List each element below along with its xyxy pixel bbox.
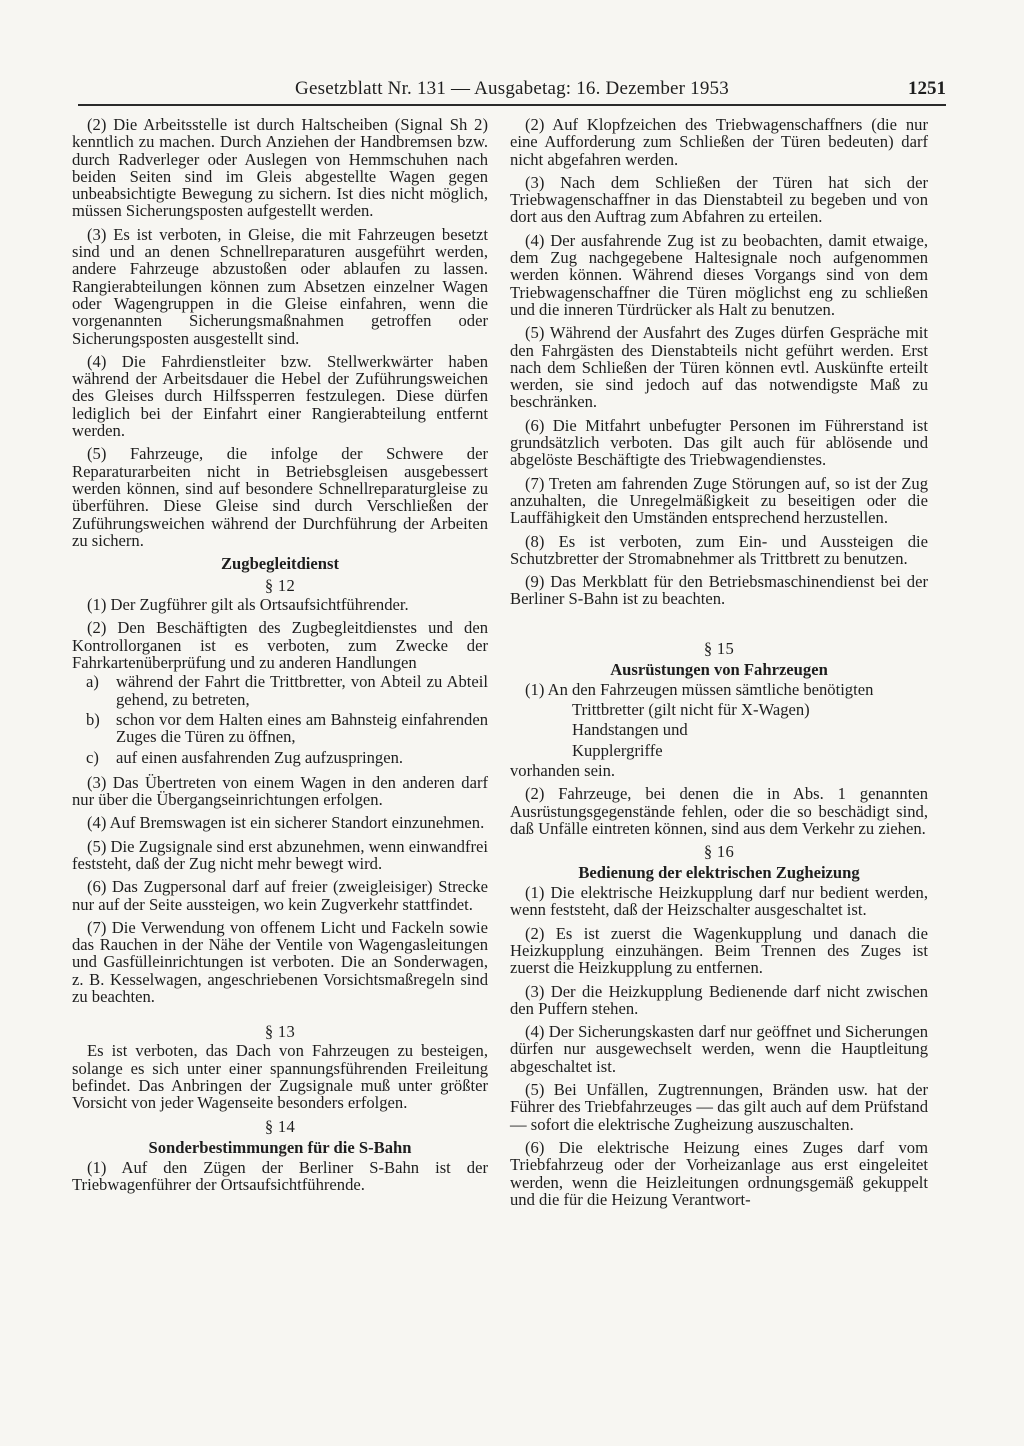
paragraph: (2) Es ist zuerst die Wagenkupplung und danach die Heizkupplung einzuhängen. Beim Trennen des Zuges ist zuerst die Heizkupplung zu entfernen. [510, 923, 928, 978]
header-title: Gesetzblatt Nr. 131 — Ausgabetag: 16. Dezember 1953 [295, 78, 729, 99]
paragraph: Es ist verboten, das Dach von Fahrzeugen zu besteigen, solange es sich unter einer spannungsführenden Freileitung befindet. Das Anbringen der Zugsignale muß unter größter Vorsicht von jeder Wagenseite besonders erfolgen. [72, 1041, 488, 1113]
section-number: § 15 [703, 638, 735, 658]
section-heading: Sonderbestimmungen für die S-Bahn [148, 1137, 412, 1157]
paragraph: (3) Nach dem Schließen der Türen hat sich der Triebwagenschaffner in das Dienstabteil zu begeben und von dort aus den Auftrag zum Abfahren zu erteilen. [510, 172, 928, 227]
section-number: § 13 [264, 1022, 296, 1042]
page-header [78, 78, 946, 106]
list-item: Handstangen und [572, 720, 688, 740]
paragraph: (5) Bei Unfällen, Zugtrennungen, Bränden usw. hat der Führer des Triebfahrzeuges — das gilt auch auf dem Prüfstand — sofort die elektrische Zugheizung auszuschalten. [510, 1080, 928, 1134]
paragraph: (8) Es ist verboten, zum Ein- und Aussteigen die Schutzbretter der Stromabnehmer als Trittbrett zu benutzen. [510, 531, 928, 568]
section-number: § 14 [264, 1116, 296, 1136]
section-number: § 16 [703, 842, 735, 862]
paragraph: (5) Während der Ausfahrt des Zuges dürfen Gespräche mit den Fahrgästen des Dienstabteils nicht geführt werden. Erst nach dem Schließen der Türen können evtl. Auskünfte erteilt werden, sie sind jedoch auf das notwendigste Maß zu beschränken. [510, 323, 928, 412]
paragraph: (1) Auf den Zügen der Berliner S-Bahn ist der Triebwagenführer der Ortsaufsichtführende. [72, 1157, 488, 1194]
list-item [72, 711, 488, 746]
list-item [72, 673, 488, 708]
paragraph: (6) Die Mitfahrt unbefugter Personen im Führerstand ist grundsätzlich verboten. Das gilt auch für ablösende und abgelöste Beschäftigte des Triebwagendienstes. [510, 415, 928, 470]
paragraph: (1) An den Fahrzeugen müssen sämtliche benötigten [525, 679, 874, 699]
paragraph: (3) Das Übertreten von einem Wagen in den anderen darf nur über die Übergangseinrichtungen erfolgen. [72, 772, 488, 810]
section-heading: Zugbegleitdienst [220, 554, 339, 574]
list-item-text: auf einen ausfahrenden Zug aufzuspringen. [116, 747, 404, 767]
paragraph: (4) Auf Bremswagen ist ein sicherer Standort einzunehmen. [87, 813, 485, 833]
list-item: Kupplergriffe [572, 740, 663, 760]
paragraph: (1) Die elektrische Heizkupplung darf nur bedient werden, wenn feststeht, daß der Heizschalter ausgeschaltet ist. [510, 883, 928, 920]
list-item-text: schon vor dem Halten eines am Bahnsteig einfahrenden Zuges die Türen zu öffnen, [116, 709, 488, 747]
paragraph: (7) Die Verwendung von offenem Licht und Fackeln sowie das Rauchen in der Nähe der Ventile von Wagengasleitungen und Gasfülleinrichtungen ist verboten. Die an Sonderwagen, z. B. Kesselwagen, angeschriebenen Vorsichtsmaßregeln sind zu beachten. [72, 917, 488, 1007]
list-item-text: während der Fahrt die Trittbretter, von Abteil zu Abteil gehend, zu betreten, [116, 672, 488, 709]
section-heading: Bedienung der elektrischen Zugheizung [578, 863, 860, 883]
paragraph: (5) Fahrzeuge, die infolge der Schwere der Reparaturarbeiten nicht in Betriebsgleisen ausgebessert werden können, sind auf besondere Schnellreparaturgleise zu überführen. Diese Gleise sind durch Verschließen der Zuführungsweichen während der Durchführung der Arbeiten zu sichern. [72, 444, 488, 550]
page-number: 1251 [908, 78, 946, 99]
paragraph: (4) Die Fahrdienstleiter bzw. Stellwerkwärter haben während der Arbeitsdauer die Hebel der Zuführungsweichen des Gleises durch Hilfssperren festzulegen. Diese dürfen lediglich bei der Einfahrt einer Rangierabteilung entfernt werden. [72, 351, 488, 441]
paragraph: (5) Die Zugsignale sind erst abzunehmen, wenn einwandfrei feststeht, daß der Zug nicht mehr bewegt wird. [72, 836, 488, 873]
paragraph: (9) Das Merkblatt für den Betriebsmaschinendienst bei der Berliner S-Bahn ist zu beachten. [510, 572, 928, 609]
paragraph: (4) Der Sicherungskasten darf nur geöffnet und Sicherungen dürfen nur ausgewechselt werden, wenn die Hauptleitung abgeschaltet ist. [510, 1022, 928, 1076]
list-item-label: c) [86, 747, 99, 767]
paragraph: (2) Auf Klopfzeichen des Triebwagenschaffners (die nur eine Aufforderung zum Schließen der Türen bedeuten) darf nicht abgefahren werden. [510, 115, 928, 169]
paragraph: (6) Die elektrische Heizung eines Zuges darf vom Triebfahrzeug oder der Vorheizanlage aus erst eingeleitet werden, wenn die Heizleitungen ordnungsgemäß gekuppelt und die für die Heizung Verantwort- [510, 1137, 928, 1209]
paragraph: vorhanden sein. [510, 760, 616, 780]
list-item-label: a) [86, 672, 99, 692]
list-item [72, 749, 488, 766]
list-item-label: b) [86, 709, 100, 729]
paragraph: (2) Fahrzeuge, bei denen die in Abs. 1 genannten Ausrüstungsgegenstände fehlen, oder die so beschädigt sind, daß Unfälle eintreten können, sind aus dem Verkehr zu ziehen. [510, 784, 928, 838]
section-number: § 12 [264, 576, 296, 596]
paragraph: (2) Die Arbeitsstelle ist durch Haltscheiben (Signal Sh 2) kenntlich zu machen. Durch Anziehen der Handbremsen bzw. durch Radverleger oder Auslegen von Hemmschuhen nach beiden Seiten sind im Gleis abgestellte Wagen gegen unbeabsichtigte Bewegung zu sichern. Ist dies nicht möglich, müssen Sicherungsposten aufgestellt werden. [72, 115, 488, 221]
right-column [510, 116, 928, 1214]
paragraph: (2) Den Beschäftigten des Zugbegleitdienstes und den Kontrollorganen ist es verboten, zum Zwecke der Fahrkartenüberprüfung und zu anderen Handlungen [72, 618, 488, 673]
list-item: Trittbretter (gilt nicht für X-Wagen) [572, 700, 810, 720]
paragraph: (6) Das Zugpersonal darf auf freier (zweigleisiger) Strecke nur auf der Seite aussteigen, wo kein Zugverkehr stattfindet. [72, 877, 488, 914]
paragraph: (1) Der Zugführer gilt als Ortsaufsichtführender. [87, 595, 409, 615]
section-heading: Ausrüstungen von Fahrzeugen [610, 659, 828, 679]
paragraph: (7) Treten am fahrenden Zuge Störungen auf, so ist der Zug anzuhalten, die Unregelmäßigkeit zu beseitigen oder die Lauffähigkeit den Umständen entsprechend herzustellen. [510, 473, 928, 528]
left-column [72, 116, 488, 1199]
paragraph: (4) Der ausfahrende Zug ist zu beobachten, damit etwaige, dem Zug nachgegebene Haltesignale noch aufgenommen werden können. Während dieses Vorgangs sind von dem Triebwagenschaffner die Türen möglichst eng zu schließen und die inneren Türdrücker als Halt zu benutzen. [510, 230, 928, 319]
paragraph: (3) Der die Heizkupplung Bedienende darf nicht zwischen den Puffern stehen. [510, 981, 928, 1018]
paragraph: (3) Es ist verboten, in Gleise, die mit Fahrzeugen besetzt sind und an denen Schnellreparaturen ausgeführt werden, andere Fahrzeuge abzustoßen oder ablaufen zu lassen. Rangierabteilungen können zum Absetzen einzelner Wagen oder Wagengruppen in die Gleise einfahren, wenn die vorgenannten Sicherungsmaßnahmen getroffen oder Sicherungsposten ausgestellt sind. [72, 224, 488, 348]
